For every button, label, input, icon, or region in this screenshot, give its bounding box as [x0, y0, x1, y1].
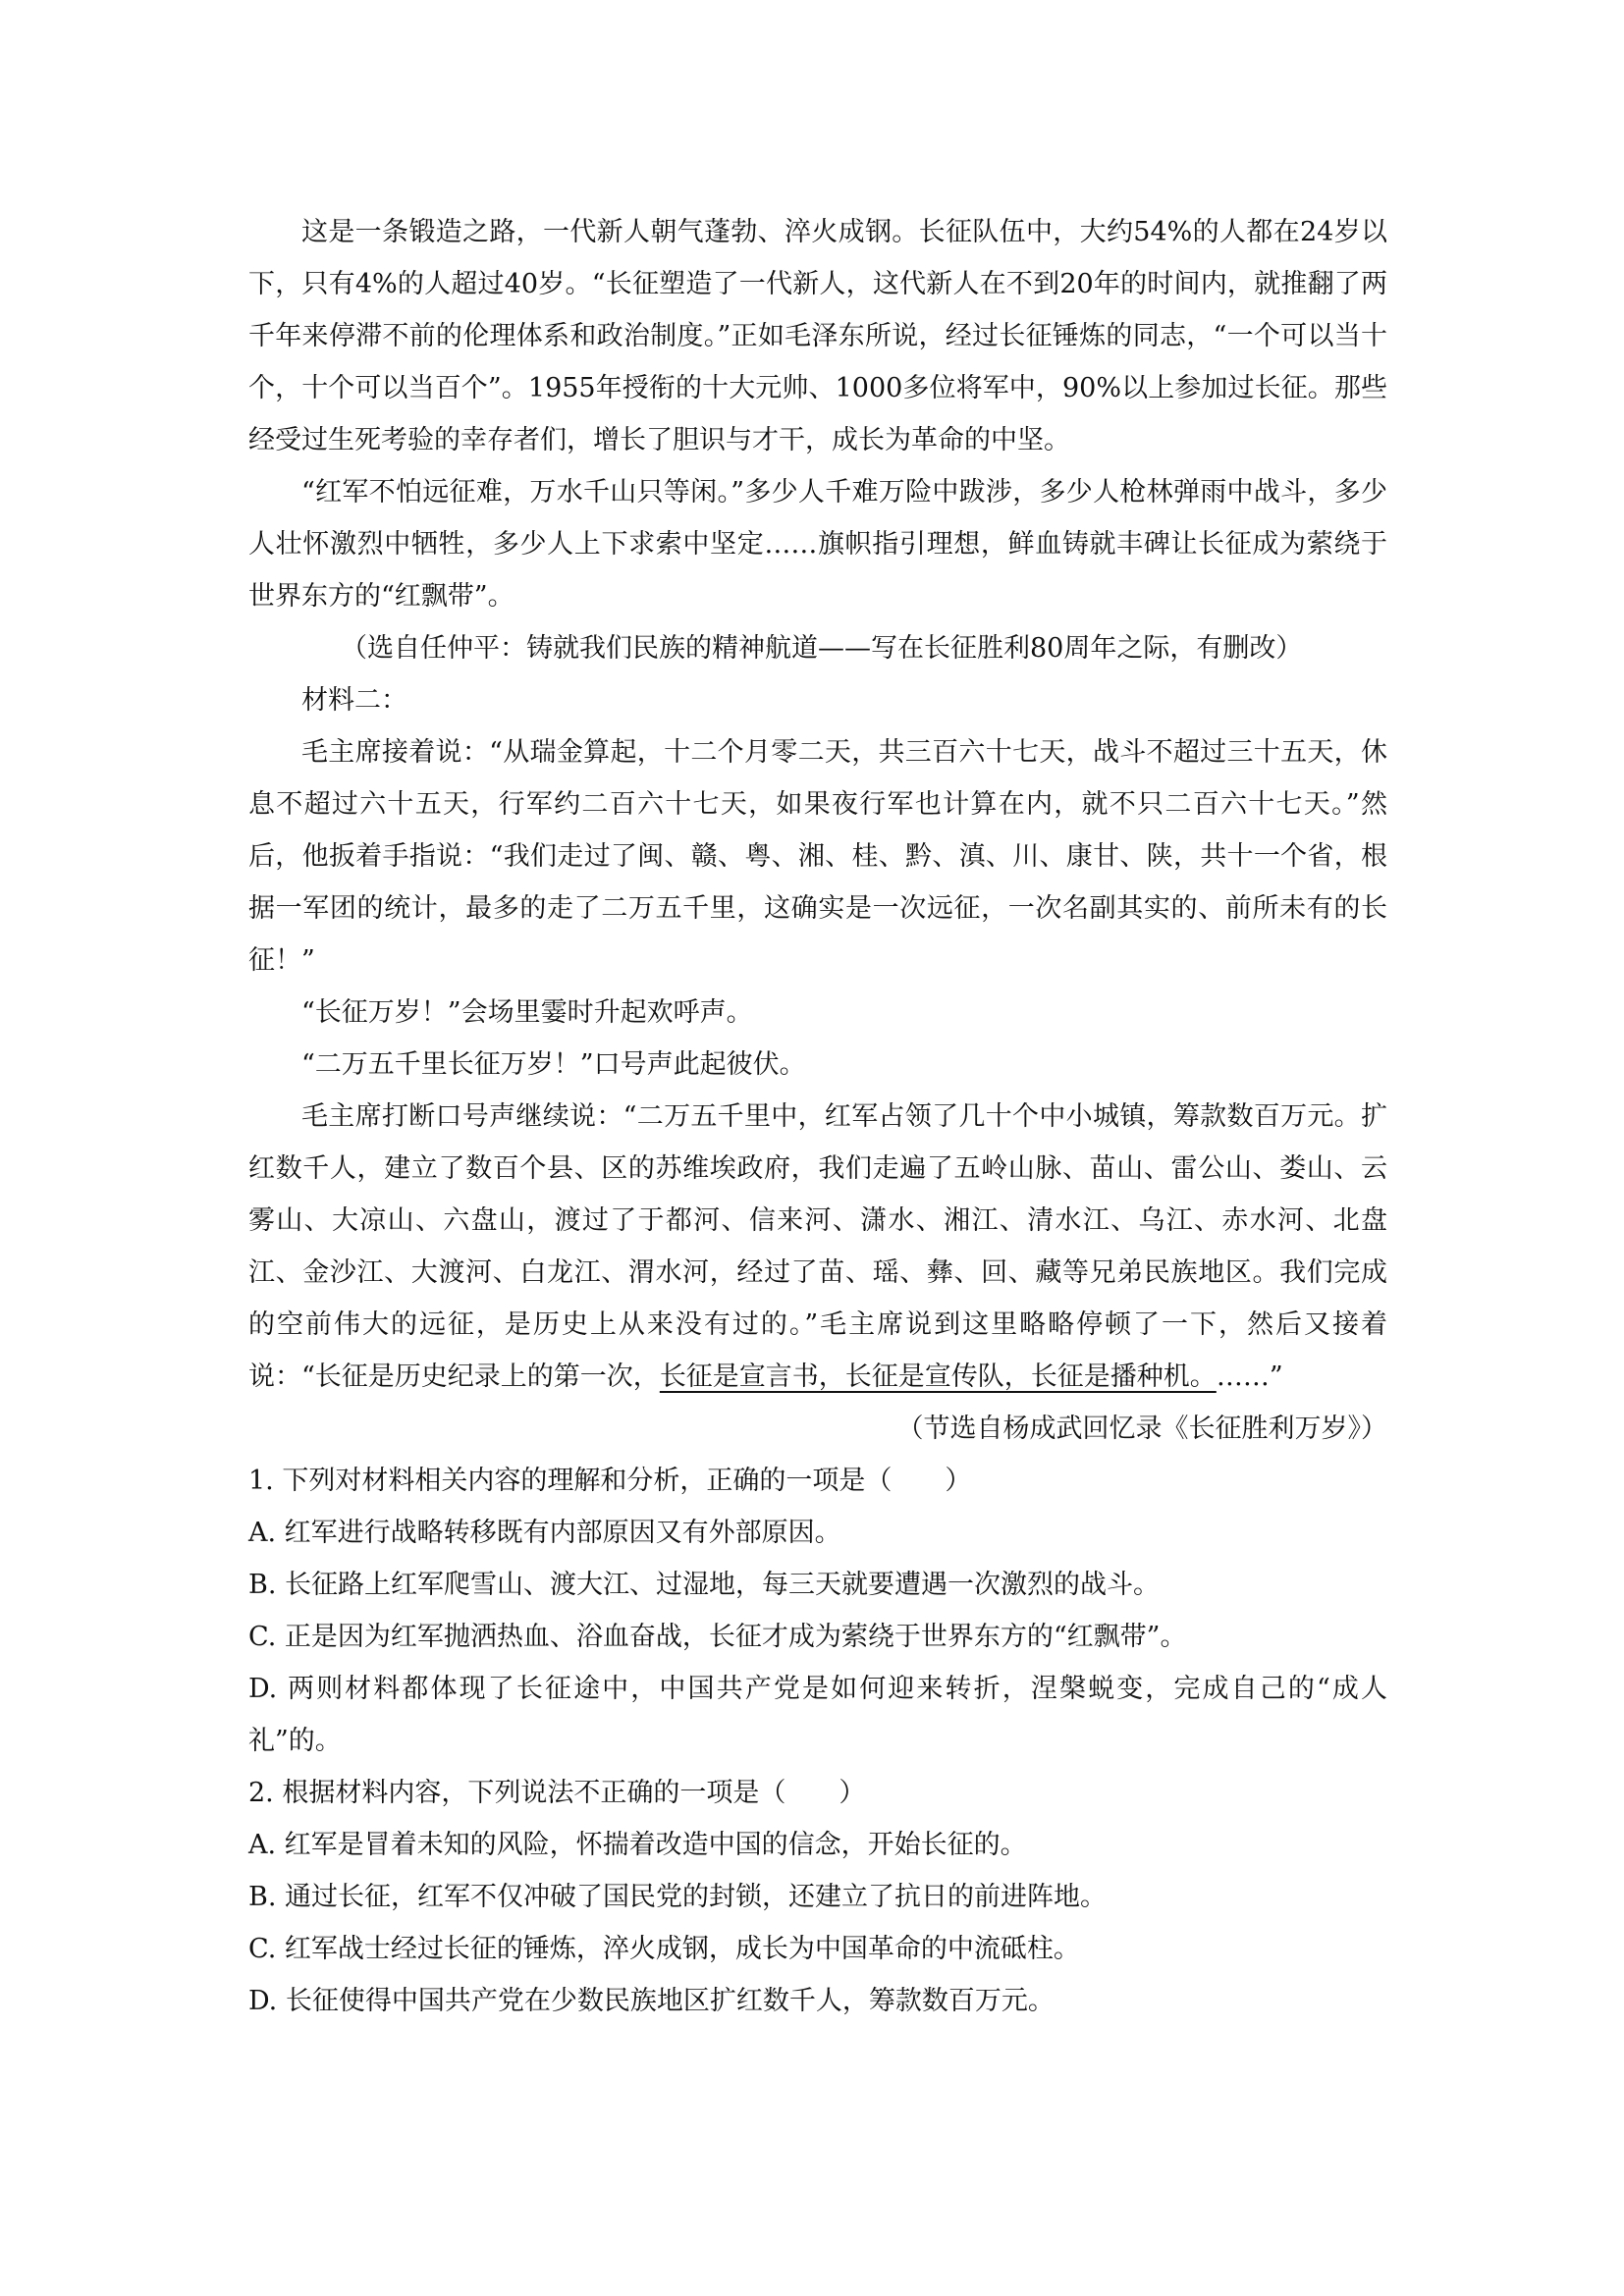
question-1-option-b: B. 长征路上红军爬雪山、渡大江、过湿地，每三天就要遭遇一次激烈的战斗。	[248, 1570, 1161, 1600]
question-2-option-c: C. 红军战士经过长征的锤炼，淬火成钢，成长为中国革命的中流砥柱。	[248, 1934, 1080, 1964]
question-2-stem: 2. 根据材料内容，下列说法不正确的一项是（ ）	[248, 1778, 866, 1808]
question-2-option-a: A. 红军是冒着未知的风险，怀揣着改造中国的信念，开始长征的。	[248, 1830, 1027, 1860]
question-2-option-b: B. 通过长征，红军不仅冲破了国民党的封锁，还建立了抗日的前进阵地。	[248, 1882, 1108, 1912]
material2-paragraph-4	[248, 1091, 1387, 1403]
question-1-option-c: C. 正是因为红军抛洒热血、浴血奋战，长征才成为萦绕于世界东方的“红飘带”。	[248, 1622, 1187, 1652]
material2-paragraph-2: “长征万岁！”会场里霎时升起欢呼声。	[301, 997, 753, 1028]
material1-source: （选自任仲平：铸就我们民族的精神航道——写在长征胜利80周年之际，有删改）	[341, 633, 1303, 664]
material2-paragraph-4-start: 毛主席打断口号声继续说：“二万五千里中，红军占领了几十个中小城镇，筹款数百万元。扩红数千人，建立了数百个县、区的苏维埃政府，我们走遍了五岭山脉、苗山、雷公山、娄山、云雾山、大凉山、六盘山，渡过了于都河、信来河、潇水、湘江、清水江、乌江、赤水河、北盘江、金沙江、大渡河、白龙江、渭水河，经过了苗、瑶、彝、回、藏等兄弟民族地区。我们完成的空前伟大的远征，是历史上从来没有过的。”毛主席说到这里略略停顿了一下，然后又接着说：“长征是历史纪录上的第一次，	[248, 1101, 1387, 1392]
material2-heading: 材料二：	[301, 685, 407, 716]
document-body	[248, 206, 1387, 2027]
question-1-option-d: D. 两则材料都体现了长征途中，中国共产党是如何迎来转折，涅槃蜕变，完成自己的“成人礼”的。	[248, 1674, 1387, 1756]
material1-paragraph-1: 这是一条锻造之路，一代新人朝气蓬勃、淬火成钢。长征队伍中，大约54%的人都在24岁以下，只有4%的人超过40岁。“长征塑造了一代新人，这代新人在不到20年的时间内，就推翻了两千年来停滞不前的伦理体系和政治制度。”正如毛泽东所说，经过长征锤炼的同志，“一个可以当十个，十个可以当百个”。1955年授衔的十大元帅、1000多位将军中，90%以上参加过长征。那些经受过生死考验的幸存者们，增长了胆识与才干，成长为革命的中坚。	[248, 217, 1387, 455]
question-1-option-a: A. 红军进行战略转移既有内部原因又有外部原因。	[248, 1518, 841, 1548]
question-2-option-d: D. 长征使得中国共产党在少数民族地区扩红数千人，筹款数百万元。	[248, 1986, 1055, 2016]
material1-paragraph-2: “红军不怕远征难，万水千山只等闲。”多少人千难万险中跋涉，多少人枪林弹雨中战斗，多少人壮怀激烈中牺牲，多少人上下求索中坚定……旗帜指引理想，鲜血铸就丰碑让长征成为萦绕于世界东方的“红飘带”。	[248, 477, 1387, 612]
material2-source: （节选自杨成武回忆录《长征胜利万岁》）	[896, 1414, 1387, 1444]
material2-paragraph-4-end: ……”	[1216, 1362, 1283, 1392]
material2-paragraph-1: 毛主席接着说：“从瑞金算起，十二个月零二天，共三百六十七天，战斗不超过三十五天，休息不超过六十五天，行军约二百六十七天，如果夜行军也计算在内，就不只二百六十七天。”然后，他扳着手指说：“我们走过了闽、赣、粤、湘、桂、黔、滇、川、康甘、陕，共十一个省，根据一军团的统计，最多的走了二万五千里，这确实是一次远征，一次名副其实的、前所未有的长征！”	[248, 737, 1387, 976]
question-1-stem: 1. 下列对材料相关内容的理解和分析，正确的一项是（ ）	[248, 1466, 972, 1496]
material2-paragraph-3: “二万五千里长征万岁！”口号声此起彼伏。	[301, 1049, 806, 1080]
underlined-quote: 长征是宣言书，长征是宣传队，长征是播种机。	[659, 1362, 1217, 1392]
